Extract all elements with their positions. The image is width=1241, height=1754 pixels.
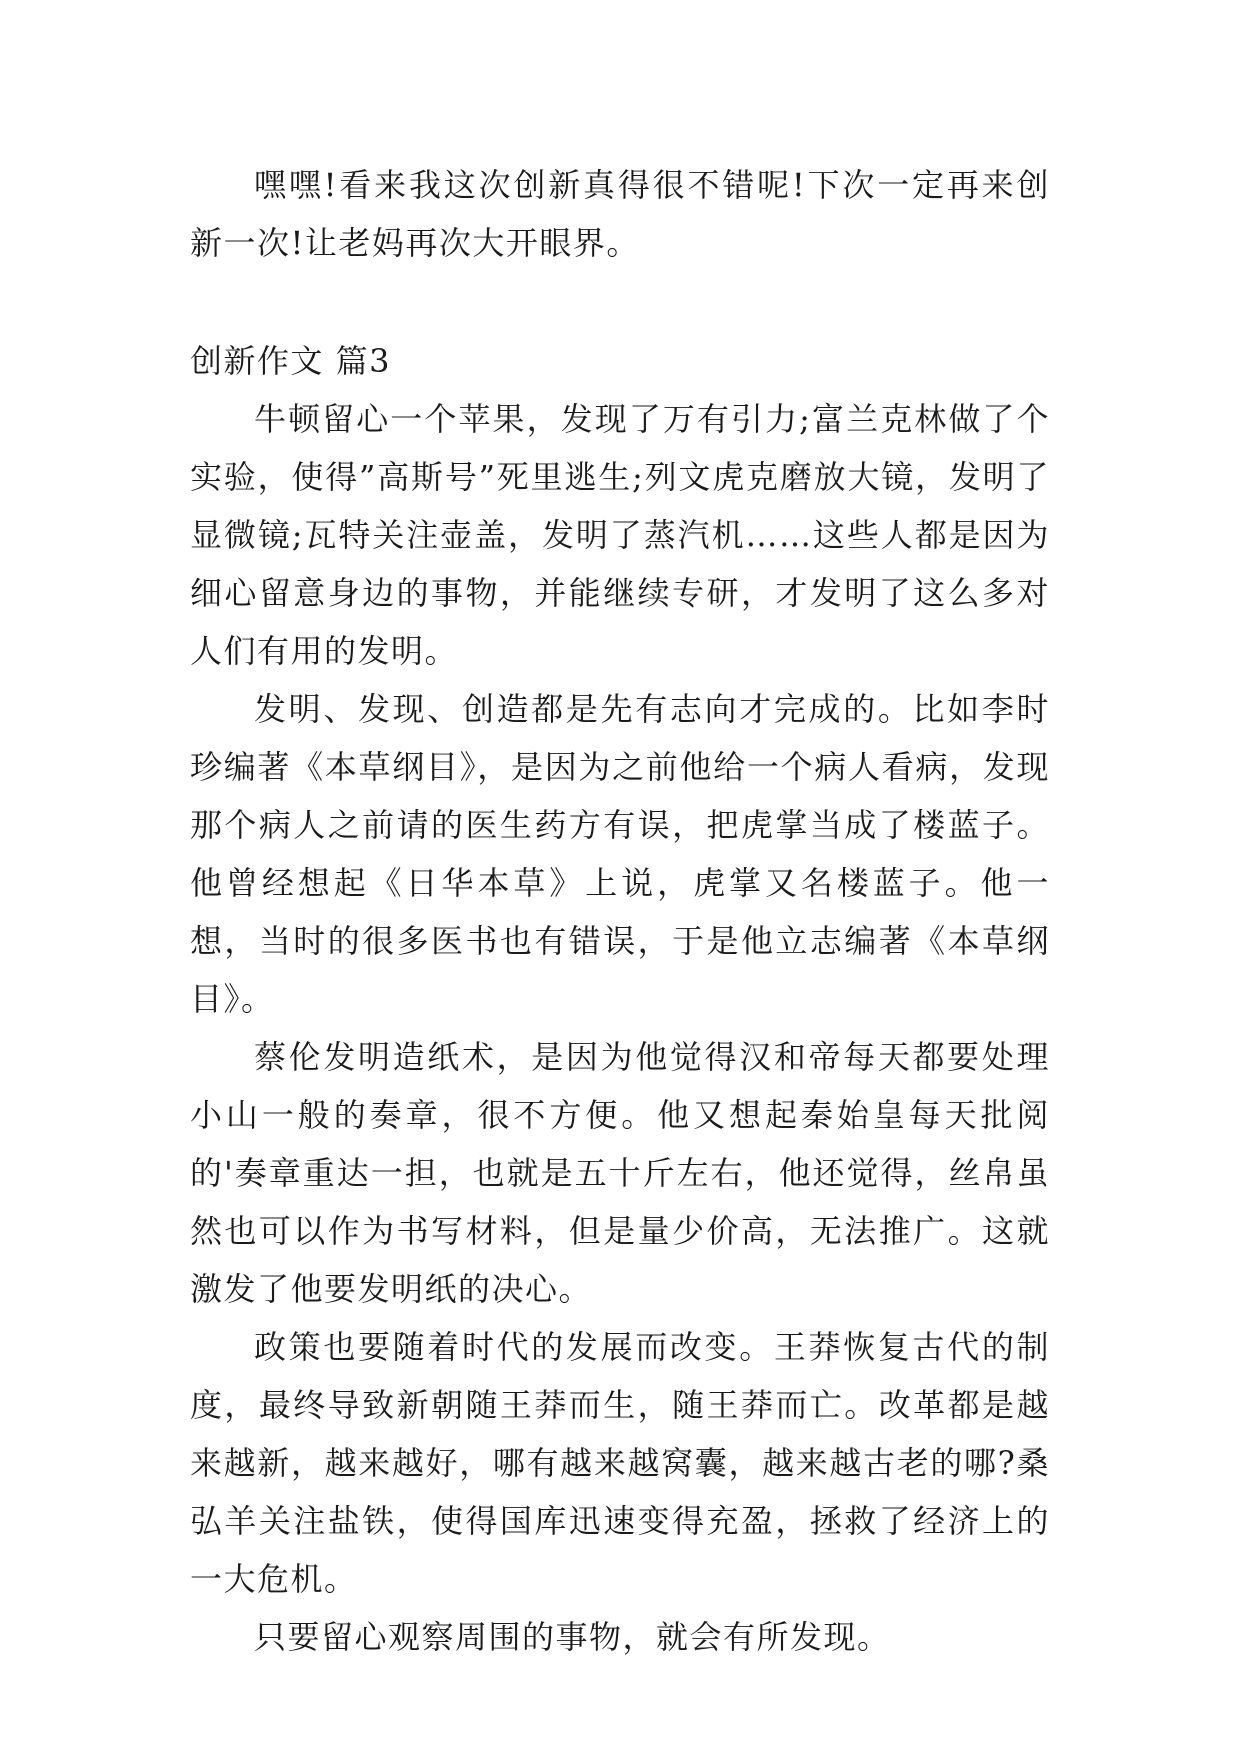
- paragraph-2: 发明、发现、创造都是先有志向才完成的。比如李时珍编著《本草纲目》，是因为之前他给一个病人看病，发现那个病人之前请的医生药方有误，把虎掌当成了楼蓝子。他曾经想起《日华本草》上说，虎掌又名楼蓝子。他一想，当时的很多医书也有错误，于是他立志编著《本草纲目》。: [190, 690, 1050, 1018]
- section-spacer: [190, 272, 1050, 332]
- document-body: [190, 156, 1050, 1666]
- intro-paragraph: 嘿嘿!看来我这次创新真得很不错呢!下次一定再来创新一次!让老妈再次大开眼界。: [190, 166, 1050, 262]
- section-title: 创新作文 篇3: [190, 342, 392, 380]
- paragraph-5: 只要留心观察周围的事物，就会有所发现。: [254, 1618, 891, 1656]
- paragraph-4: 政策也要随着时代的发展而改变。王莽恢复古代的制度，最终导致新朝随王莽而生，随王莽而亡。改革都是越来越新，越来越好，哪有越来越窝囊，越来越古老的哪?桑弘羊关注盐铁，使得国库迅速变得充盈，拯救了经济上的一大危机。: [190, 1328, 1050, 1598]
- paragraph-1: 牛顿留心一个苹果，发现了万有引力;富兰克林做了个实验，使得”高斯号”死里逃生;列文虎克磨放大镜，发明了显微镜;瓦特关注壶盖，发明了蒸汽机……这些人都是因为细心留意身边的事物，并能继续专研，才发明了这么多对人们有用的发明。: [190, 400, 1050, 670]
- paragraph-3: 蔡伦发明造纸术，是因为他觉得汉和帝每天都要处理小山一般的奏章，很不方便。他又想起秦始皇每天批阅的'奏章重达一担，也就是五十斤左右，他还觉得，丝帛虽然也可以作为书写材料，但是量少价高，无法推广。这就激发了他要发明纸的决心。: [190, 1038, 1050, 1308]
